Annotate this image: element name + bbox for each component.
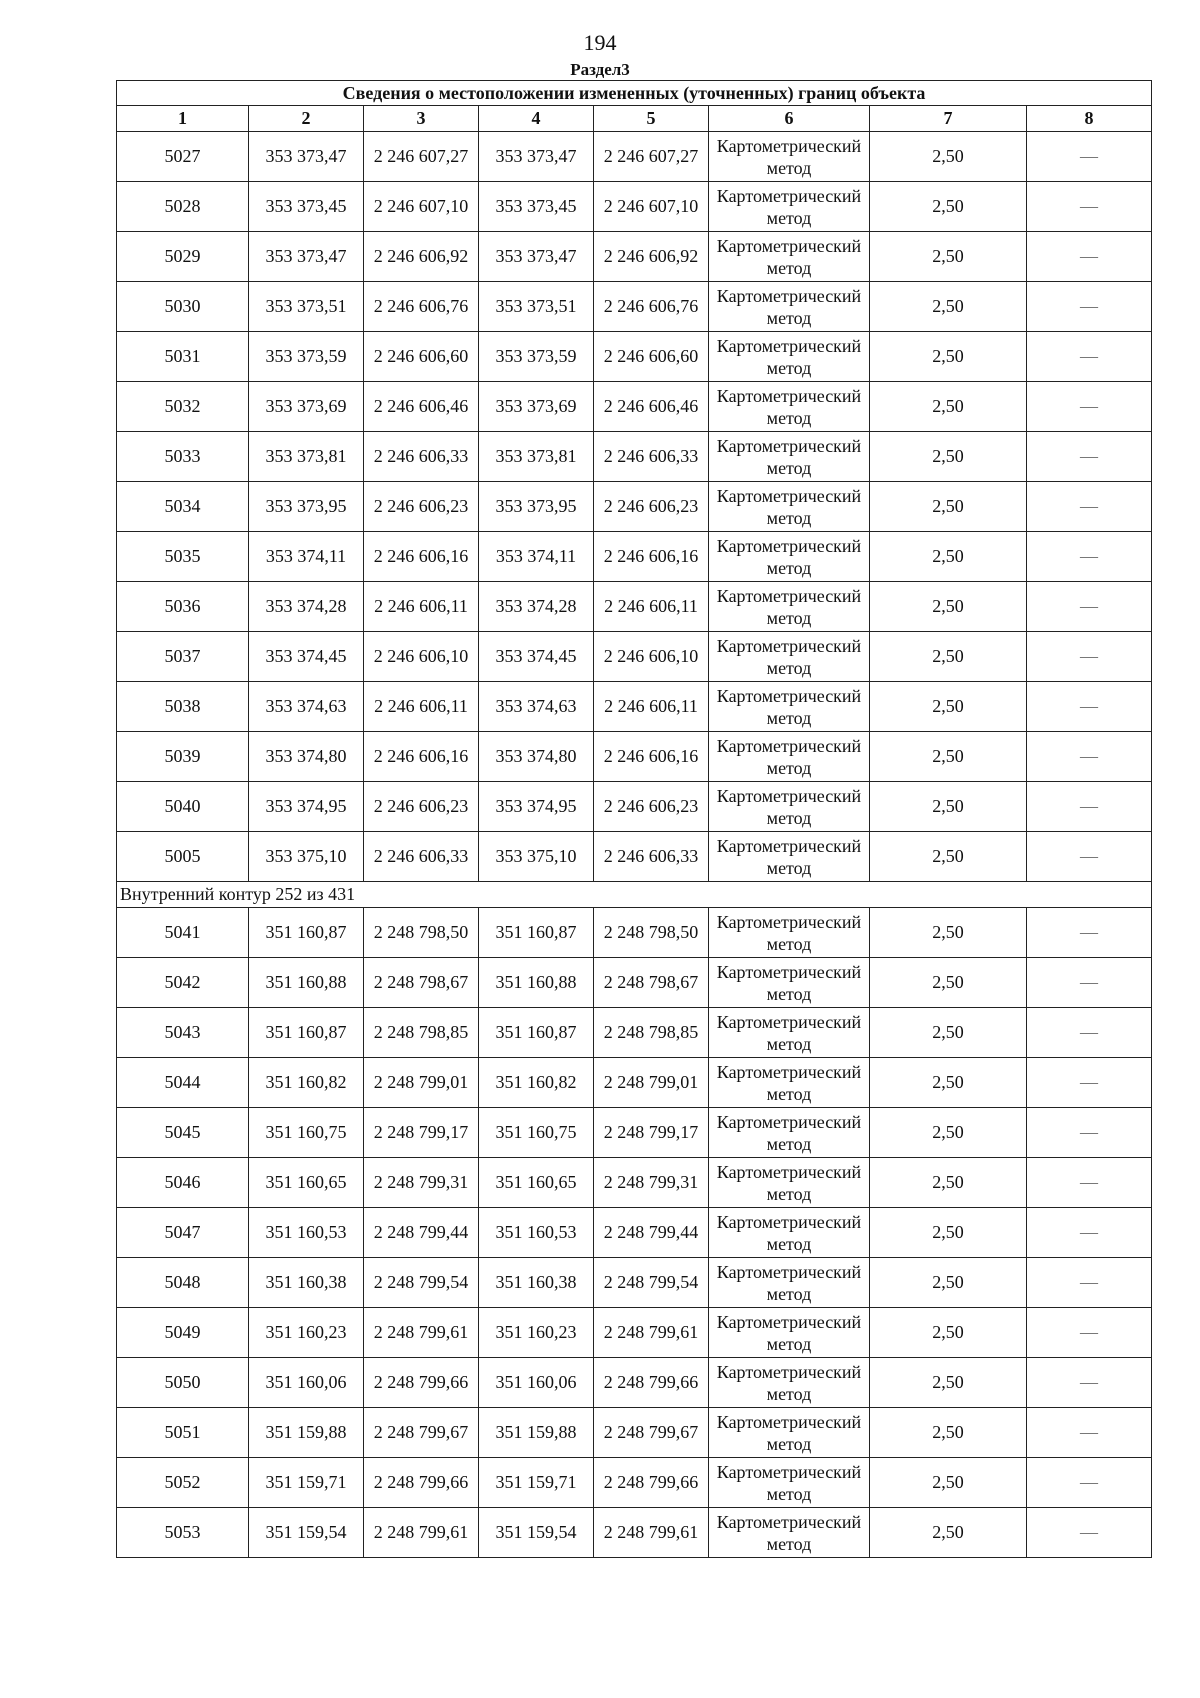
method-cell: Картометрический метод — [709, 1408, 870, 1458]
x-new-cell: 351 160,87 — [479, 908, 594, 958]
y-new-cell: 2 246 606,11 — [594, 682, 709, 732]
method-cell: Картометрический метод — [709, 732, 870, 782]
column-header: 2 — [249, 106, 364, 132]
method-cell: Картометрический метод — [709, 182, 870, 232]
y-old-cell: 2 246 606,33 — [364, 832, 479, 882]
table-row — [117, 632, 1152, 682]
x-old-cell: 353 373,95 — [249, 482, 364, 532]
accuracy-cell: 2,50 — [870, 632, 1027, 682]
method-cell: Картометрический метод — [709, 832, 870, 882]
point-number-cell: 5039 — [117, 732, 249, 782]
method-cell: Картометрический метод — [709, 582, 870, 632]
accuracy-cell: 2,50 — [870, 832, 1027, 882]
description-cell: — — [1027, 682, 1152, 732]
accuracy-cell: 2,50 — [870, 182, 1027, 232]
method-cell: Картометрический метод — [709, 382, 870, 432]
table-row — [117, 582, 1152, 632]
x-new-cell: 351 160,65 — [479, 1158, 594, 1208]
point-number-cell: 5046 — [117, 1158, 249, 1208]
y-new-cell: 2 248 799,31 — [594, 1158, 709, 1208]
accuracy-cell: 2,50 — [870, 1158, 1027, 1208]
y-new-cell: 2 246 606,23 — [594, 482, 709, 532]
y-new-cell: 2 248 798,50 — [594, 908, 709, 958]
method-cell: Картометрический метод — [709, 1208, 870, 1258]
description-cell: — — [1027, 1108, 1152, 1158]
x-old-cell: 353 374,95 — [249, 782, 364, 832]
y-new-cell: 2 246 606,33 — [594, 432, 709, 482]
accuracy-cell: 2,50 — [870, 1058, 1027, 1108]
description-cell: — — [1027, 332, 1152, 382]
y-new-cell: 2 246 606,23 — [594, 782, 709, 832]
point-number-cell: 5048 — [117, 1258, 249, 1308]
method-cell: Картометрический метод — [709, 432, 870, 482]
x-old-cell: 353 373,47 — [249, 232, 364, 282]
description-cell: — — [1027, 182, 1152, 232]
description-cell: — — [1027, 282, 1152, 332]
description-cell: — — [1027, 1458, 1152, 1508]
accuracy-cell: 2,50 — [870, 332, 1027, 382]
x-old-cell: 351 160,87 — [249, 1008, 364, 1058]
x-old-cell: 353 375,10 — [249, 832, 364, 882]
y-new-cell: 2 248 799,66 — [594, 1358, 709, 1408]
column-header: 8 — [1027, 106, 1152, 132]
accuracy-cell: 2,50 — [870, 1008, 1027, 1058]
x-new-cell: 351 160,06 — [479, 1358, 594, 1408]
table-row — [117, 1008, 1152, 1058]
method-cell: Картометрический метод — [709, 958, 870, 1008]
x-old-cell: 353 373,59 — [249, 332, 364, 382]
y-new-cell: 2 246 606,60 — [594, 332, 709, 382]
description-cell: — — [1027, 908, 1152, 958]
y-old-cell: 2 248 799,54 — [364, 1258, 479, 1308]
y-old-cell: 2 246 606,33 — [364, 432, 479, 482]
method-cell: Картометрический метод — [709, 1058, 870, 1108]
method-cell: Картометрический метод — [709, 1108, 870, 1158]
method-cell: Картометрический метод — [709, 1308, 870, 1358]
point-number-cell: 5036 — [117, 582, 249, 632]
table-row — [117, 1108, 1152, 1158]
accuracy-cell: 2,50 — [870, 232, 1027, 282]
column-header: 3 — [364, 106, 479, 132]
method-cell: Картометрический метод — [709, 532, 870, 582]
x-old-cell: 351 160,87 — [249, 908, 364, 958]
x-new-cell: 353 374,95 — [479, 782, 594, 832]
accuracy-cell: 2,50 — [870, 1508, 1027, 1558]
y-old-cell: 2 248 799,44 — [364, 1208, 479, 1258]
y-old-cell: 2 246 606,92 — [364, 232, 479, 282]
accuracy-cell: 2,50 — [870, 1408, 1027, 1458]
point-number-cell: 5028 — [117, 182, 249, 232]
point-number-cell: 5032 — [117, 382, 249, 432]
point-number-cell: 5050 — [117, 1358, 249, 1408]
table-row — [117, 1258, 1152, 1308]
y-new-cell: 2 246 606,16 — [594, 732, 709, 782]
x-old-cell: 351 159,71 — [249, 1458, 364, 1508]
x-new-cell: 353 373,69 — [479, 382, 594, 432]
accuracy-cell: 2,50 — [870, 958, 1027, 1008]
accuracy-cell: 2,50 — [870, 482, 1027, 532]
point-number-cell: 5034 — [117, 482, 249, 532]
section-title: Раздел3 — [570, 60, 630, 79]
method-cell: Картометрический метод — [709, 1458, 870, 1508]
y-new-cell: 2 248 799,61 — [594, 1308, 709, 1358]
point-number-cell: 5041 — [117, 908, 249, 958]
y-old-cell: 2 246 606,23 — [364, 482, 479, 532]
accuracy-cell: 2,50 — [870, 382, 1027, 432]
y-old-cell: 2 246 606,11 — [364, 682, 479, 732]
y-old-cell: 2 248 798,50 — [364, 908, 479, 958]
y-old-cell: 2 248 799,61 — [364, 1508, 479, 1558]
point-number-cell: 5040 — [117, 782, 249, 832]
description-cell: — — [1027, 958, 1152, 1008]
x-old-cell: 351 159,88 — [249, 1408, 364, 1458]
y-new-cell: 2 246 606,92 — [594, 232, 709, 282]
method-cell: Картометрический метод — [709, 908, 870, 958]
y-old-cell: 2 248 799,66 — [364, 1458, 479, 1508]
point-number-cell: 5031 — [117, 332, 249, 382]
accuracy-cell: 2,50 — [870, 1358, 1027, 1408]
x-new-cell: 353 373,47 — [479, 132, 594, 182]
x-old-cell: 353 373,81 — [249, 432, 364, 482]
column-header: 4 — [479, 106, 594, 132]
y-old-cell: 2 248 799,01 — [364, 1058, 479, 1108]
y-new-cell: 2 246 606,76 — [594, 282, 709, 332]
x-old-cell: 351 160,23 — [249, 1308, 364, 1358]
point-number-cell: 5049 — [117, 1308, 249, 1358]
x-new-cell: 353 375,10 — [479, 832, 594, 882]
table-row — [117, 908, 1152, 958]
x-old-cell: 353 374,80 — [249, 732, 364, 782]
point-number-cell: 5035 — [117, 532, 249, 582]
x-old-cell: 351 160,75 — [249, 1108, 364, 1158]
x-old-cell: 353 374,11 — [249, 532, 364, 582]
x-old-cell: 351 160,88 — [249, 958, 364, 1008]
x-old-cell: 351 159,54 — [249, 1508, 364, 1558]
y-old-cell: 2 246 606,60 — [364, 332, 479, 382]
x-new-cell: 353 374,45 — [479, 632, 594, 682]
point-number-cell: 5005 — [117, 832, 249, 882]
point-number-cell: 5053 — [117, 1508, 249, 1558]
x-old-cell: 353 373,51 — [249, 282, 364, 332]
y-old-cell: 2 246 606,76 — [364, 282, 479, 332]
column-header: 1 — [117, 106, 249, 132]
description-cell: — — [1027, 232, 1152, 282]
accuracy-cell: 2,50 — [870, 782, 1027, 832]
x-old-cell: 353 374,63 — [249, 682, 364, 732]
y-old-cell: 2 246 606,46 — [364, 382, 479, 432]
table-row — [117, 1358, 1152, 1408]
y-new-cell: 2 246 606,10 — [594, 632, 709, 682]
description-cell: — — [1027, 732, 1152, 782]
method-cell: Картометрический метод — [709, 1508, 870, 1558]
x-new-cell: 351 159,54 — [479, 1508, 594, 1558]
y-new-cell: 2 248 799,01 — [594, 1058, 709, 1108]
table-row — [117, 232, 1152, 282]
point-number-cell: 5043 — [117, 1008, 249, 1058]
method-cell: Картометрический метод — [709, 332, 870, 382]
accuracy-cell: 2,50 — [870, 1308, 1027, 1358]
x-new-cell: 351 160,82 — [479, 1058, 594, 1108]
y-old-cell: 2 246 606,10 — [364, 632, 479, 682]
method-cell: Картометрический метод — [709, 1158, 870, 1208]
accuracy-cell: 2,50 — [870, 732, 1027, 782]
method-cell: Картометрический метод — [709, 232, 870, 282]
column-header: 7 — [870, 106, 1027, 132]
description-cell: — — [1027, 832, 1152, 882]
table-row — [117, 332, 1152, 382]
method-cell: Картометрический метод — [709, 632, 870, 682]
x-new-cell: 353 374,11 — [479, 532, 594, 582]
table-row — [117, 1458, 1152, 1508]
y-new-cell: 2 246 606,16 — [594, 532, 709, 582]
x-new-cell: 353 374,63 — [479, 682, 594, 732]
y-new-cell: 2 248 799,67 — [594, 1408, 709, 1458]
point-number-cell: 5030 — [117, 282, 249, 332]
point-number-cell: 5029 — [117, 232, 249, 282]
x-new-cell: 351 160,23 — [479, 1308, 594, 1358]
table-row — [117, 532, 1152, 582]
y-old-cell: 2 248 798,85 — [364, 1008, 479, 1058]
x-old-cell: 353 373,47 — [249, 132, 364, 182]
x-old-cell: 351 160,38 — [249, 1258, 364, 1308]
x-old-cell: 353 373,45 — [249, 182, 364, 232]
point-number-cell: 5027 — [117, 132, 249, 182]
x-old-cell: 353 374,45 — [249, 632, 364, 682]
point-number-cell: 5033 — [117, 432, 249, 482]
y-new-cell: 2 248 799,61 — [594, 1508, 709, 1558]
accuracy-cell: 2,50 — [870, 682, 1027, 732]
table-body — [117, 132, 1152, 1558]
column-header: 5 — [594, 106, 709, 132]
accuracy-cell: 2,50 — [870, 282, 1027, 332]
table-row — [117, 382, 1152, 432]
description-cell: — — [1027, 1408, 1152, 1458]
x-new-cell: 353 374,80 — [479, 732, 594, 782]
y-new-cell: 2 248 799,66 — [594, 1458, 709, 1508]
description-cell: — — [1027, 482, 1152, 532]
method-cell: Картометрический метод — [709, 1258, 870, 1308]
y-new-cell: 2 246 606,33 — [594, 832, 709, 882]
description-cell: — — [1027, 1258, 1152, 1308]
description-cell: — — [1027, 432, 1152, 482]
accuracy-cell: 2,50 — [870, 582, 1027, 632]
x-new-cell: 351 160,88 — [479, 958, 594, 1008]
boundary-coordinates-table — [116, 80, 1152, 1558]
y-old-cell: 2 246 606,11 — [364, 582, 479, 632]
table-row — [117, 1208, 1152, 1258]
x-old-cell: 351 160,06 — [249, 1358, 364, 1408]
method-cell: Картометрический метод — [709, 132, 870, 182]
point-number-cell: 5037 — [117, 632, 249, 682]
description-cell: — — [1027, 632, 1152, 682]
x-old-cell: 353 373,69 — [249, 382, 364, 432]
y-new-cell: 2 248 799,54 — [594, 1258, 709, 1308]
y-old-cell: 2 246 606,23 — [364, 782, 479, 832]
point-number-cell: 5038 — [117, 682, 249, 732]
table-row — [117, 732, 1152, 782]
accuracy-cell: 2,50 — [870, 132, 1027, 182]
point-number-cell: 5047 — [117, 1208, 249, 1258]
description-cell: — — [1027, 1058, 1152, 1108]
table-caption: Сведения о местоположении измененных (уточненных) границ объекта — [117, 81, 1152, 106]
y-old-cell: 2 248 798,67 — [364, 958, 479, 1008]
method-cell: Картометрический метод — [709, 1358, 870, 1408]
y-old-cell: 2 248 799,66 — [364, 1358, 479, 1408]
contour-row — [117, 882, 1152, 908]
method-cell: Картометрический метод — [709, 1008, 870, 1058]
table-row — [117, 482, 1152, 532]
method-cell: Картометрический метод — [709, 682, 870, 732]
table-row — [117, 1058, 1152, 1108]
y-old-cell: 2 248 799,67 — [364, 1408, 479, 1458]
description-cell: — — [1027, 1158, 1152, 1208]
x-new-cell: 353 373,51 — [479, 282, 594, 332]
description-cell: — — [1027, 582, 1152, 632]
y-old-cell: 2 248 799,61 — [364, 1308, 479, 1358]
description-cell: — — [1027, 782, 1152, 832]
y-old-cell: 2 246 606,16 — [364, 532, 479, 582]
table-row — [117, 182, 1152, 232]
point-number-cell: 5052 — [117, 1458, 249, 1508]
x-new-cell: 351 160,87 — [479, 1008, 594, 1058]
point-number-cell: 5044 — [117, 1058, 249, 1108]
description-cell: — — [1027, 132, 1152, 182]
description-cell: — — [1027, 1308, 1152, 1358]
accuracy-cell: 2,50 — [870, 1258, 1027, 1308]
table-row — [117, 282, 1152, 332]
x-new-cell: 351 159,71 — [479, 1458, 594, 1508]
y-old-cell: 2 246 607,10 — [364, 182, 479, 232]
x-new-cell: 353 373,45 — [479, 182, 594, 232]
table-row — [117, 1408, 1152, 1458]
x-new-cell: 353 373,81 — [479, 432, 594, 482]
x-new-cell: 353 373,47 — [479, 232, 594, 282]
description-cell: — — [1027, 1358, 1152, 1408]
y-new-cell: 2 246 606,46 — [594, 382, 709, 432]
method-cell: Картометрический метод — [709, 482, 870, 532]
method-cell: Картометрический метод — [709, 282, 870, 332]
y-new-cell: 2 246 607,10 — [594, 182, 709, 232]
table-row — [117, 782, 1152, 832]
accuracy-cell: 2,50 — [870, 432, 1027, 482]
y-old-cell: 2 248 799,31 — [364, 1158, 479, 1208]
description-cell: — — [1027, 1008, 1152, 1058]
y-old-cell: 2 246 607,27 — [364, 132, 479, 182]
point-number-cell: 5045 — [117, 1108, 249, 1158]
y-new-cell: 2 248 799,17 — [594, 1108, 709, 1158]
accuracy-cell: 2,50 — [870, 532, 1027, 582]
x-new-cell: 351 160,38 — [479, 1258, 594, 1308]
y-new-cell: 2 248 798,85 — [594, 1008, 709, 1058]
x-old-cell: 351 160,82 — [249, 1058, 364, 1108]
description-cell: — — [1027, 532, 1152, 582]
table-row — [117, 682, 1152, 732]
x-new-cell: 351 159,88 — [479, 1408, 594, 1458]
table-row — [117, 1308, 1152, 1358]
accuracy-cell: 2,50 — [870, 1458, 1027, 1508]
contour-label: Внутренний контур 252 из 431 — [117, 882, 1152, 908]
table-row — [117, 132, 1152, 182]
page-number: 194 — [583, 30, 617, 55]
y-old-cell: 2 248 799,17 — [364, 1108, 479, 1158]
y-new-cell: 2 246 606,11 — [594, 582, 709, 632]
method-cell: Картометрический метод — [709, 782, 870, 832]
table-row — [117, 432, 1152, 482]
accuracy-cell: 2,50 — [870, 1108, 1027, 1158]
table-row — [117, 958, 1152, 1008]
accuracy-cell: 2,50 — [870, 1208, 1027, 1258]
y-new-cell: 2 246 607,27 — [594, 132, 709, 182]
table-row — [117, 1508, 1152, 1558]
x-new-cell: 353 373,95 — [479, 482, 594, 532]
point-number-cell: 5042 — [117, 958, 249, 1008]
y-new-cell: 2 248 799,44 — [594, 1208, 709, 1258]
x-new-cell: 353 374,28 — [479, 582, 594, 632]
x-new-cell: 351 160,75 — [479, 1108, 594, 1158]
x-old-cell: 353 374,28 — [249, 582, 364, 632]
accuracy-cell: 2,50 — [870, 908, 1027, 958]
x-new-cell: 351 160,53 — [479, 1208, 594, 1258]
table-row — [117, 1158, 1152, 1208]
x-new-cell: 353 373,59 — [479, 332, 594, 382]
y-new-cell: 2 248 798,67 — [594, 958, 709, 1008]
description-cell: — — [1027, 1508, 1152, 1558]
x-old-cell: 351 160,65 — [249, 1158, 364, 1208]
column-header: 6 — [709, 106, 870, 132]
y-old-cell: 2 246 606,16 — [364, 732, 479, 782]
x-old-cell: 351 160,53 — [249, 1208, 364, 1258]
table-row — [117, 832, 1152, 882]
description-cell: — — [1027, 1208, 1152, 1258]
description-cell: — — [1027, 382, 1152, 432]
point-number-cell: 5051 — [117, 1408, 249, 1458]
